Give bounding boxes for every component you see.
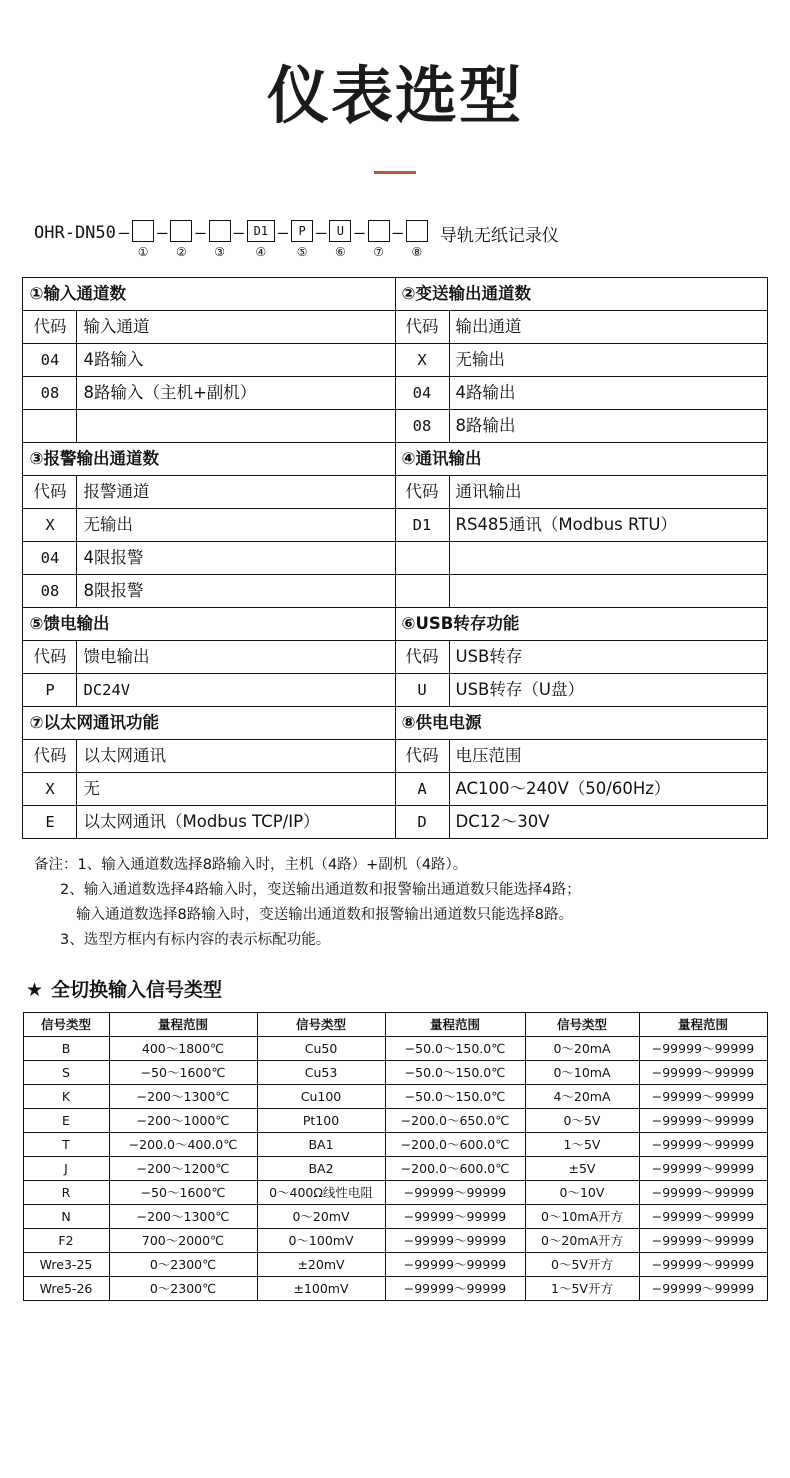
table-row bbox=[23, 608, 767, 641]
section-3-header: ③报警输出通道数 bbox=[23, 443, 395, 476]
remark-line-3 bbox=[34, 903, 790, 928]
section-1-row-1-desc: 4路输入 bbox=[77, 344, 395, 377]
table-row bbox=[23, 377, 767, 410]
section-1-row-2-desc: 8路输入（主机+副机） bbox=[77, 377, 395, 410]
remark-2-text: 2、输入通道数选择4路输入时，变送输出通道数和报警输出通道数只能选择4路； bbox=[60, 882, 581, 898]
section-3-row-1-code: X bbox=[23, 509, 77, 542]
table-row bbox=[23, 773, 767, 806]
section-8-row-2-code: D bbox=[395, 806, 449, 839]
section-7-row-1-desc: 无 bbox=[77, 773, 395, 806]
section-1-header: ①输入通道数 bbox=[23, 278, 395, 311]
section-2-header: ②变送输出通道数 bbox=[395, 278, 767, 311]
model-slot-7[interactable] bbox=[368, 216, 390, 259]
table-row bbox=[23, 1205, 767, 1229]
section-4-header: ④通讯输出 bbox=[395, 443, 767, 476]
signal-cell: −99999～99999 bbox=[639, 1205, 767, 1229]
section-8-row-1-code: A bbox=[395, 773, 449, 806]
model-slot-3[interactable] bbox=[209, 216, 231, 259]
section-3-col-desc: 报警通道 bbox=[77, 476, 395, 509]
table-row bbox=[23, 542, 767, 575]
signal-cell: Wre5-26 bbox=[23, 1277, 109, 1301]
model-dash-4: — bbox=[277, 223, 289, 243]
remark-line-2 bbox=[34, 878, 790, 903]
table-row bbox=[23, 443, 767, 476]
signal-col-header-1: 信号类型 bbox=[23, 1013, 109, 1037]
section-2-row-3-code: 08 bbox=[395, 410, 449, 443]
table-row bbox=[23, 1157, 767, 1181]
selection-table bbox=[22, 277, 767, 839]
signal-cell: N bbox=[23, 1205, 109, 1229]
model-dash-3: — bbox=[233, 223, 244, 243]
model-slot-5[interactable] bbox=[291, 216, 313, 259]
model-slot-6[interactable] bbox=[329, 216, 351, 259]
signal-cell: 4～20mA bbox=[525, 1085, 639, 1109]
signal-cell: F2 bbox=[23, 1229, 109, 1253]
signal-cell: −99999～99999 bbox=[639, 1229, 767, 1253]
table-row bbox=[23, 344, 767, 377]
table-row bbox=[23, 1061, 767, 1085]
signal-col-header-5: 信号类型 bbox=[525, 1013, 639, 1037]
signal-cell: 400～1800℃ bbox=[109, 1037, 257, 1061]
section-5-header: ⑤馈电输出 bbox=[23, 608, 395, 641]
model-slot-4-number: ④ bbox=[255, 245, 267, 259]
section-1-col-code: 代码 bbox=[23, 311, 77, 344]
signal-cell: B bbox=[23, 1037, 109, 1061]
signal-cell: −200～1300℃ bbox=[109, 1205, 257, 1229]
signal-table-header-row bbox=[23, 1013, 767, 1037]
section-4-spacer-desc-1 bbox=[449, 542, 767, 575]
signal-cell: BA2 bbox=[257, 1157, 385, 1181]
signal-cell: −50.0～150.0℃ bbox=[385, 1037, 525, 1061]
model-slot-1-number: ① bbox=[137, 245, 149, 259]
remark-line-1 bbox=[34, 853, 790, 878]
section-6-row-1-desc: USB转存（U盘） bbox=[449, 674, 767, 707]
section-5-row-1-desc: DC24V bbox=[77, 674, 395, 707]
table-row bbox=[23, 311, 767, 344]
section-3-row-3-desc: 8限报警 bbox=[77, 575, 395, 608]
signal-cell: 0～10mA开方 bbox=[525, 1205, 639, 1229]
model-slot-4[interactable] bbox=[247, 216, 275, 259]
section-5-col-desc: 馈电输出 bbox=[77, 641, 395, 674]
section-5-col-code: 代码 bbox=[23, 641, 77, 674]
section-4-spacer-code-2 bbox=[395, 575, 449, 608]
section-2-row-2-desc: 4路输出 bbox=[449, 377, 767, 410]
section-7-row-2-code: E bbox=[23, 806, 77, 839]
section-3-row-2-desc: 4限报警 bbox=[77, 542, 395, 575]
signal-cell: −200.0～600.0℃ bbox=[385, 1157, 525, 1181]
section-6-col-desc: USB转存 bbox=[449, 641, 767, 674]
model-slot-2[interactable] bbox=[170, 216, 192, 259]
signal-cell: −99999～99999 bbox=[639, 1085, 767, 1109]
signal-cell: T bbox=[23, 1133, 109, 1157]
section-6-col-code: 代码 bbox=[395, 641, 449, 674]
title-divider bbox=[374, 171, 416, 174]
model-dash-6: — bbox=[354, 223, 365, 243]
signal-col-header-3: 信号类型 bbox=[257, 1013, 385, 1037]
signal-cell: −200～1000℃ bbox=[109, 1109, 257, 1133]
signal-cell: 0～2300℃ bbox=[109, 1277, 257, 1301]
model-slot-8-number: ⑧ bbox=[411, 245, 423, 259]
table-row bbox=[23, 1109, 767, 1133]
section-1-spacer-code bbox=[23, 410, 77, 443]
section-2-col-code: 代码 bbox=[395, 311, 449, 344]
signal-cell: 0～400Ω线性电阻 bbox=[257, 1181, 385, 1205]
table-row bbox=[23, 278, 767, 311]
model-slot-5-box[interactable]: P bbox=[291, 220, 313, 242]
signal-cell: ±20mV bbox=[257, 1253, 385, 1277]
signal-cell: −50～1600℃ bbox=[109, 1061, 257, 1085]
remarks-label: 备注： bbox=[34, 857, 78, 873]
remark-line-4 bbox=[34, 928, 790, 953]
section-7-header: ⑦以太网通讯功能 bbox=[23, 707, 395, 740]
table-row bbox=[23, 707, 767, 740]
section-8-col-desc: 电压范围 bbox=[449, 740, 767, 773]
section-1-row-2-code: 08 bbox=[23, 377, 77, 410]
model-slot-1[interactable] bbox=[132, 216, 154, 259]
section-6-header: ⑥USB转存功能 bbox=[395, 608, 767, 641]
table-row bbox=[23, 674, 767, 707]
signal-cell: −200.0～600.0℃ bbox=[385, 1133, 525, 1157]
section-7-col-desc: 以太网通讯 bbox=[77, 740, 395, 773]
signal-cell: 0～5V开方 bbox=[525, 1253, 639, 1277]
table-row bbox=[23, 509, 767, 542]
signal-cell: Cu53 bbox=[257, 1061, 385, 1085]
table-row bbox=[23, 410, 767, 443]
signal-cell: −99999～99999 bbox=[385, 1277, 525, 1301]
section-4-spacer-desc-2 bbox=[449, 575, 767, 608]
section-8-row-2-desc: DC12～30V bbox=[449, 806, 767, 839]
signal-cell: −99999～99999 bbox=[385, 1229, 525, 1253]
section-1-row-1-code: 04 bbox=[23, 344, 77, 377]
signal-cell: −200～1200℃ bbox=[109, 1157, 257, 1181]
signal-cell: −50.0～150.0℃ bbox=[385, 1061, 525, 1085]
signal-cell: E bbox=[23, 1109, 109, 1133]
model-slot-5-number: ⑤ bbox=[296, 245, 308, 259]
section-2-row-2-code: 04 bbox=[395, 377, 449, 410]
signal-cell: −99999～99999 bbox=[639, 1157, 767, 1181]
signal-cell: J bbox=[23, 1157, 109, 1181]
remark-3-text: 输入通道数选择8路输入时，变送输出通道数和报警输出通道数只能选择8路。 bbox=[76, 907, 573, 923]
signal-cell: 0～5V bbox=[525, 1109, 639, 1133]
remark-1-text: 1、输入通道数选择8路输入时，主机（4路）+副机（4路）。 bbox=[77, 857, 468, 873]
signal-cell: 0～100mV bbox=[257, 1229, 385, 1253]
section-4-row-1-code: D1 bbox=[395, 509, 449, 542]
remarks-block bbox=[0, 853, 790, 953]
signal-cell: 0～2300℃ bbox=[109, 1253, 257, 1277]
section-1-spacer-desc bbox=[77, 410, 395, 443]
table-row bbox=[23, 641, 767, 674]
section-8-header: ⑧供电电源 bbox=[395, 707, 767, 740]
signal-cell: −200.0～650.0℃ bbox=[385, 1109, 525, 1133]
section-4-row-1-desc: RS485通讯（Modbus RTU） bbox=[449, 509, 767, 542]
signal-cell: ±100mV bbox=[257, 1277, 385, 1301]
section-4-spacer-code-1 bbox=[395, 542, 449, 575]
model-slot-8-box[interactable] bbox=[406, 220, 428, 242]
table-row bbox=[23, 806, 767, 839]
signal-cell: −99999～99999 bbox=[639, 1277, 767, 1301]
signal-cell: −99999～99999 bbox=[639, 1061, 767, 1085]
star-icon: ★ bbox=[26, 979, 44, 1001]
table-row bbox=[23, 1229, 767, 1253]
model-slot-6-box[interactable]: U bbox=[329, 220, 351, 242]
model-prefix: OHR-DN50 bbox=[34, 223, 116, 243]
model-slot-2-number: ② bbox=[176, 245, 187, 259]
model-slot-2-box[interactable] bbox=[170, 220, 192, 242]
page-title: 仪表选型 bbox=[266, 59, 523, 132]
model-slot-3-box[interactable] bbox=[209, 220, 231, 242]
model-dash-7: — bbox=[392, 223, 403, 243]
signal-col-header-6: 量程范围 bbox=[639, 1013, 767, 1037]
signal-cell: −99999～99999 bbox=[639, 1037, 767, 1061]
signal-cell: −99999～99999 bbox=[385, 1205, 525, 1229]
table-row bbox=[23, 1277, 767, 1301]
section-4-col-desc: 通讯输出 bbox=[449, 476, 767, 509]
signal-cell: −200.0～400.0℃ bbox=[109, 1133, 257, 1157]
signal-cell: 0～20mA开方 bbox=[525, 1229, 639, 1253]
section-2-row-3-desc: 8路输出 bbox=[449, 410, 767, 443]
signal-cell: 1～5V bbox=[525, 1133, 639, 1157]
signal-cell: 0～10mA bbox=[525, 1061, 639, 1085]
model-code-row bbox=[0, 216, 790, 259]
signal-col-header-2: 量程范围 bbox=[109, 1013, 257, 1037]
model-dash-5: — bbox=[316, 223, 327, 243]
signal-cell: ±5V bbox=[525, 1157, 639, 1181]
model-dash-0: — bbox=[118, 223, 130, 243]
section-7-row-1-code: X bbox=[23, 773, 77, 806]
signal-cell: −50～1600℃ bbox=[109, 1181, 257, 1205]
table-row bbox=[23, 1253, 767, 1277]
model-dash-2: — bbox=[195, 223, 206, 243]
signal-cell: −99999～99999 bbox=[639, 1181, 767, 1205]
section-8-col-code: 代码 bbox=[395, 740, 449, 773]
model-slot-7-number: ⑦ bbox=[373, 245, 385, 259]
signal-cell: Cu100 bbox=[257, 1085, 385, 1109]
section-2-row-1-desc: 无输出 bbox=[449, 344, 767, 377]
table-row bbox=[23, 1037, 767, 1061]
signal-cell: −50.0～150.0℃ bbox=[385, 1085, 525, 1109]
signal-cell: R bbox=[23, 1181, 109, 1205]
section-7-row-2-desc: 以太网通讯（Modbus TCP/IP） bbox=[77, 806, 395, 839]
table-row bbox=[23, 575, 767, 608]
signal-cell: 0～20mA bbox=[525, 1037, 639, 1061]
section-3-row-2-code: 04 bbox=[23, 542, 77, 575]
signal-cell: S bbox=[23, 1061, 109, 1085]
model-dash-1: — bbox=[157, 223, 168, 243]
signal-cell: −99999～99999 bbox=[385, 1253, 525, 1277]
signal-cell: −99999～99999 bbox=[385, 1181, 525, 1205]
signal-cell: 0～20mV bbox=[257, 1205, 385, 1229]
section-3-col-code: 代码 bbox=[23, 476, 77, 509]
section-3-row-1-desc: 无输出 bbox=[77, 509, 395, 542]
section-2-row-1-code: X bbox=[395, 344, 449, 377]
signal-cell: Pt100 bbox=[257, 1109, 385, 1133]
signal-type-table bbox=[23, 1012, 768, 1301]
remark-4-text: 3、选型方框内有标内容的表示标配功能。 bbox=[60, 932, 331, 948]
model-slot-8[interactable] bbox=[406, 216, 428, 259]
signal-cell: Cu50 bbox=[257, 1037, 385, 1061]
table-row bbox=[23, 1085, 767, 1109]
section-4-col-code: 代码 bbox=[395, 476, 449, 509]
table-row bbox=[23, 740, 767, 773]
signal-section-heading bbox=[26, 975, 790, 1002]
signal-cell: 1～5V开方 bbox=[525, 1277, 639, 1301]
model-slot-4-box[interactable]: D1 bbox=[247, 220, 275, 242]
model-slot-7-box[interactable] bbox=[368, 220, 390, 242]
model-slot-1-box[interactable] bbox=[132, 220, 154, 242]
model-product-name: 导轨无纸记录仪 bbox=[439, 226, 559, 246]
table-row bbox=[23, 476, 767, 509]
section-2-col-desc: 输出通道 bbox=[449, 311, 767, 344]
section-5-row-1-code: P bbox=[23, 674, 77, 707]
signal-cell: K bbox=[23, 1085, 109, 1109]
section-1-col-desc: 输入通道 bbox=[77, 311, 395, 344]
signal-cell: −99999～99999 bbox=[639, 1109, 767, 1133]
signal-cell: −99999～99999 bbox=[639, 1133, 767, 1157]
section-7-col-code: 代码 bbox=[23, 740, 77, 773]
section-3-row-3-code: 08 bbox=[23, 575, 77, 608]
table-row bbox=[23, 1133, 767, 1157]
model-slot-6-number: ⑥ bbox=[335, 245, 346, 259]
table-row bbox=[23, 1181, 767, 1205]
model-slots bbox=[116, 216, 428, 259]
section-6-row-1-code: U bbox=[395, 674, 449, 707]
signal-col-header-4: 量程范围 bbox=[385, 1013, 525, 1037]
signal-cell: −99999～99999 bbox=[639, 1253, 767, 1277]
signal-cell: −200～1300℃ bbox=[109, 1085, 257, 1109]
section-8-row-1-desc: AC100～240V（50/60Hz） bbox=[449, 773, 767, 806]
signal-cell: BA1 bbox=[257, 1133, 385, 1157]
model-slot-3-number: ③ bbox=[214, 245, 226, 259]
signal-section-title: 全切换输入信号类型 bbox=[51, 979, 223, 1001]
signal-cell: 700～2000℃ bbox=[109, 1229, 257, 1253]
signal-cell: 0～10V bbox=[525, 1181, 639, 1205]
signal-cell: Wre3-25 bbox=[23, 1253, 109, 1277]
